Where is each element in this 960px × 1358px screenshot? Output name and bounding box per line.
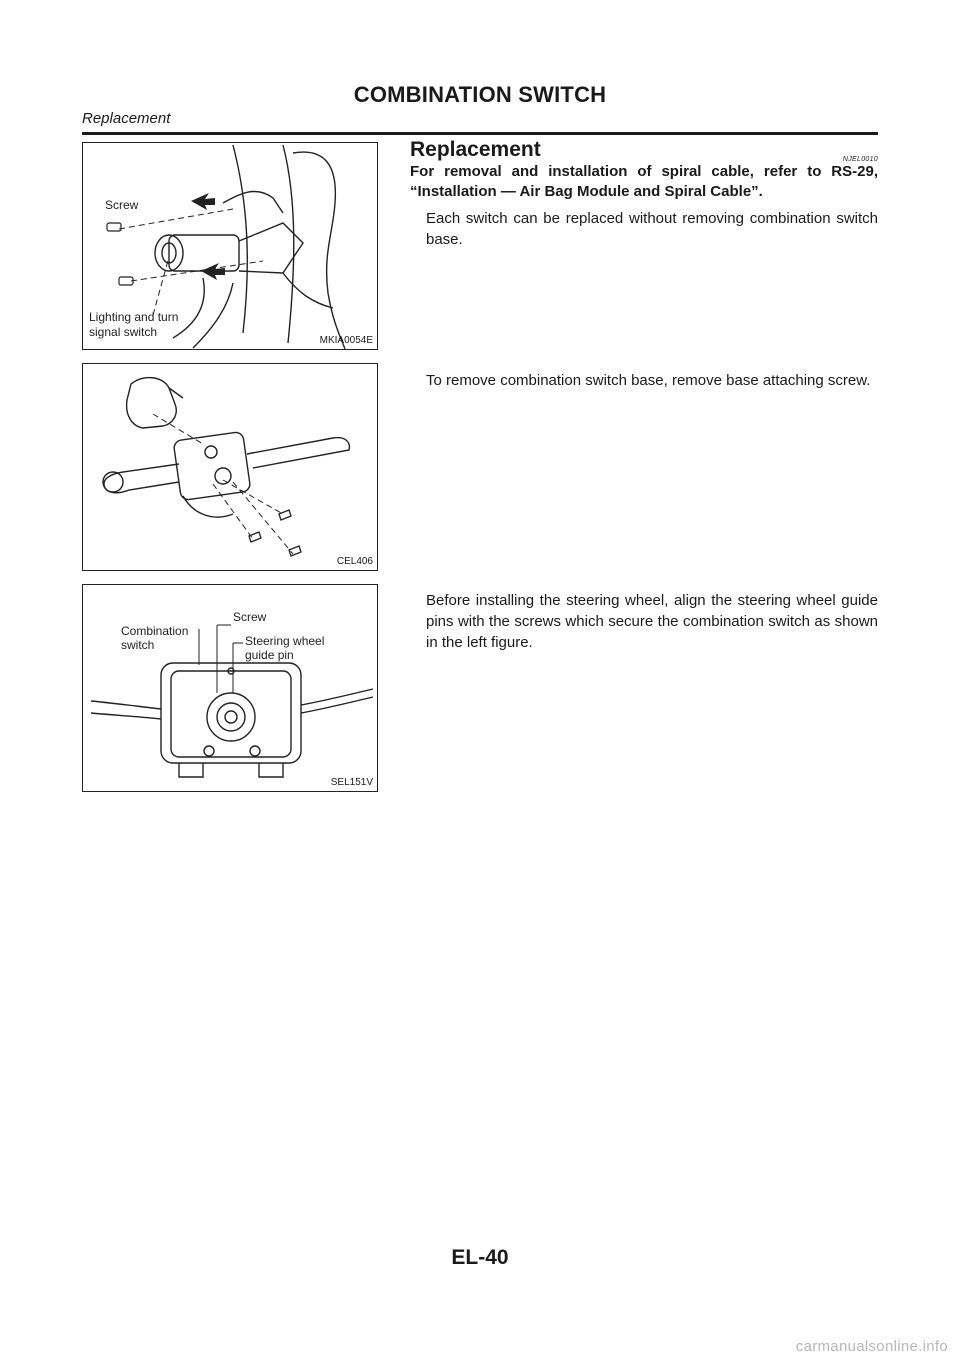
label-guide-line2: guide pin xyxy=(245,648,294,662)
header-rule xyxy=(82,132,878,135)
paragraph-switch-replace: Each switch can be replaced without removing combination switch base. xyxy=(426,210,878,248)
label-switch-line1: Lighting and turn xyxy=(89,310,179,324)
paragraph-remove-base: To remove combination switch base, remove base attaching screw. xyxy=(426,372,871,389)
label-screw: Screw xyxy=(105,198,139,212)
figure-switch-base-drawing xyxy=(83,364,377,570)
section-code: NJEL0010 xyxy=(842,156,878,163)
figure-lighting-switch-drawing xyxy=(83,143,377,349)
figure-code: MKIA0054E xyxy=(319,335,373,346)
label-guide-line1: Steering wheel xyxy=(245,634,325,648)
section-heading: Replacement xyxy=(410,138,541,161)
intro-bold: For removal and installation of spiral cable, refer to RS-29, “Installation — Air Bag Module and Spiral Cable”. xyxy=(410,163,878,200)
figure-lighting-switch xyxy=(82,142,378,350)
label-combo-line2: switch xyxy=(121,638,155,652)
paragraph-install-wheel: Before installing the steering wheel, align the steering wheel guide pins with the screws which secure the combination switch as shown in the left figure. xyxy=(426,592,878,651)
page-title: COMBINATION SWITCH xyxy=(353,82,607,107)
figure-code: SEL151V xyxy=(330,777,373,788)
page-number: EL-40 xyxy=(451,1246,509,1269)
figure-switch-base xyxy=(82,363,378,571)
label-combo-line1: Combination xyxy=(121,624,189,638)
label-switch-line2: signal switch xyxy=(89,325,158,339)
figure-guide-pin xyxy=(82,584,378,792)
section-body xyxy=(410,138,878,658)
figure-guide-pin-drawing xyxy=(83,585,377,791)
figure-code: CEL406 xyxy=(336,556,373,567)
label-screw: Screw xyxy=(233,610,267,624)
page-subtitle: Replacement xyxy=(82,110,171,127)
watermark: carmanualsonline.info xyxy=(795,1338,948,1355)
